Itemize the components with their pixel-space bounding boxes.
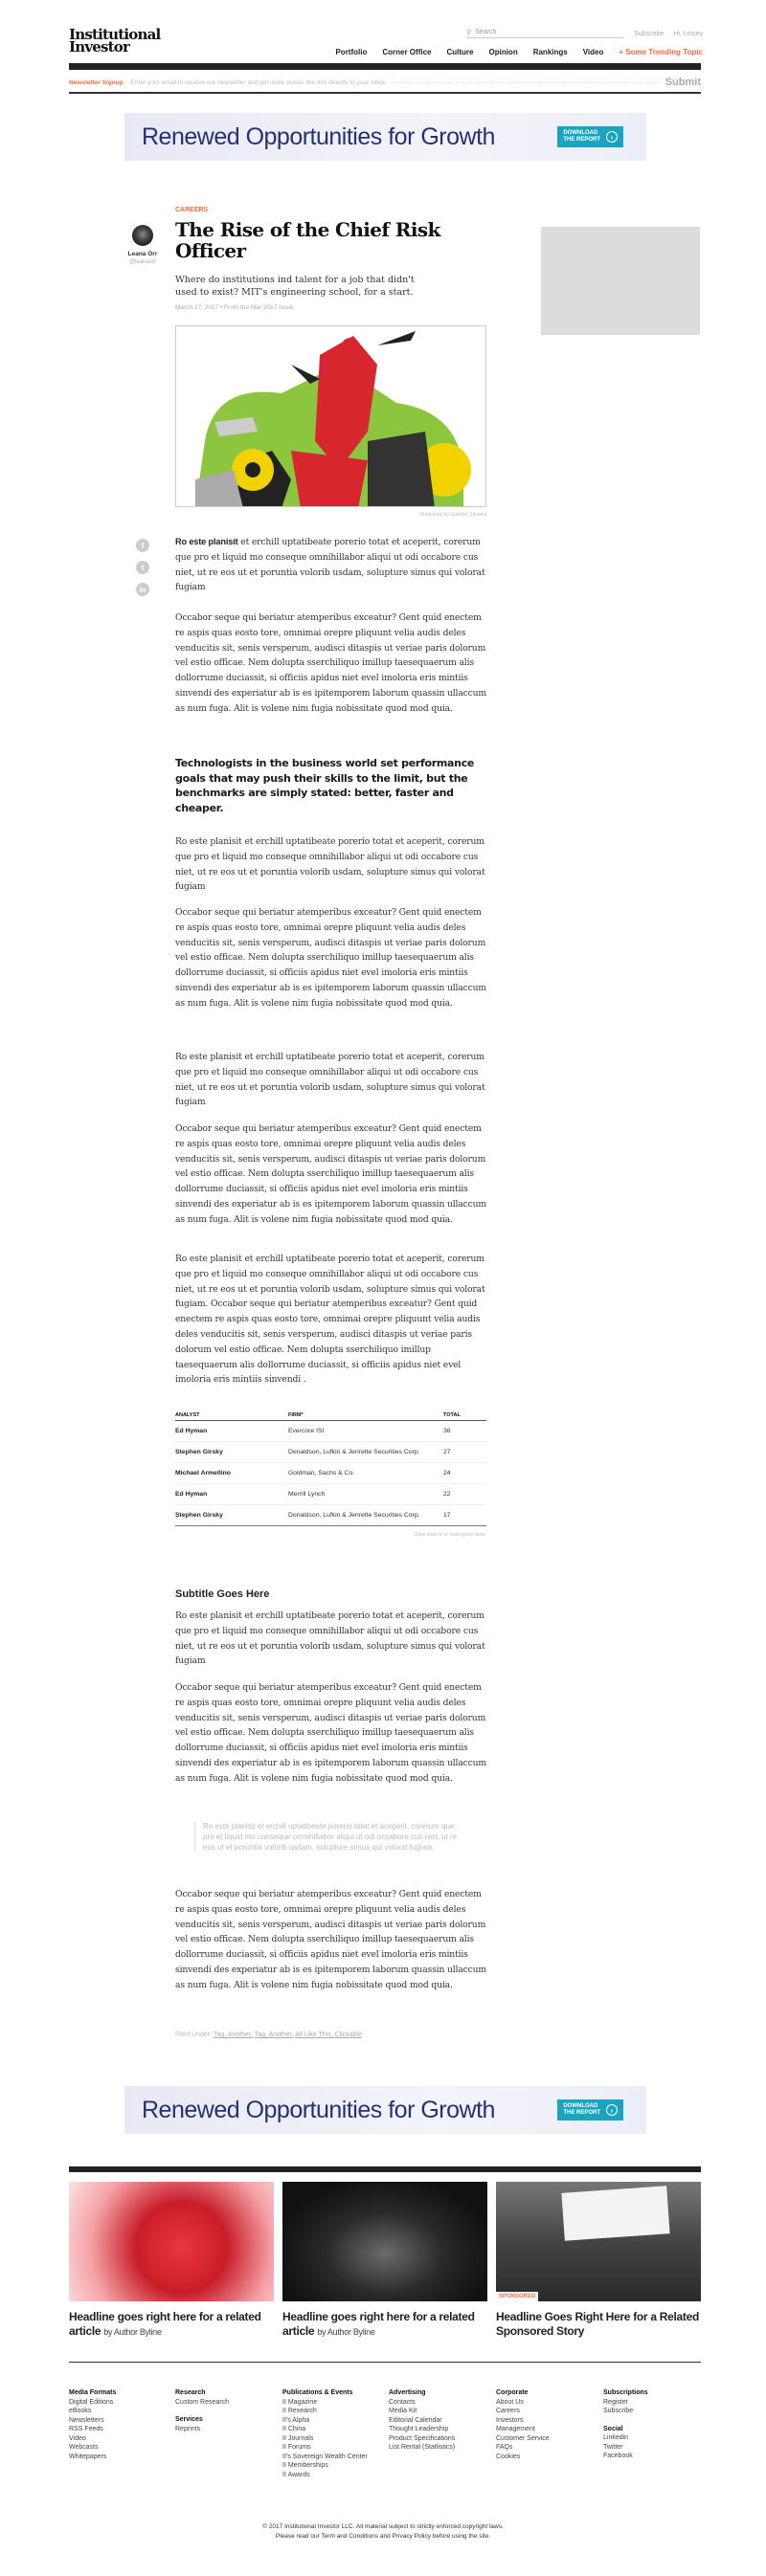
footer-column bbox=[389, 2388, 455, 2453]
footer-link[interactable]: Careers bbox=[496, 2408, 520, 2414]
sponsored-story-card[interactable] bbox=[496, 2182, 701, 2339]
spacer bbox=[175, 2407, 229, 2415]
chevron-right-icon: › bbox=[606, 2104, 618, 2116]
divider bbox=[69, 92, 701, 94]
input-underline bbox=[393, 82, 659, 83]
subscribe-link[interactable]: Subscribe bbox=[634, 30, 665, 37]
cell-total: 36 bbox=[443, 1421, 486, 1442]
footer-link[interactable]: Newsletters bbox=[69, 2416, 104, 2424]
footer-link[interactable]: II Memberships bbox=[282, 2462, 328, 2469]
footer-heading: Corporate bbox=[496, 2389, 529, 2396]
article-illustration bbox=[175, 325, 486, 507]
section-subtitle: Subtitle Goes Here bbox=[175, 1588, 270, 1600]
newsletter-label: Newsletter Signup bbox=[69, 78, 124, 86]
footer-link[interactable]: RSS Feeds bbox=[69, 2426, 103, 2432]
article-paragraph bbox=[175, 535, 486, 595]
logo-line2: Investor bbox=[69, 38, 130, 56]
related-image-justice-statue bbox=[282, 2182, 487, 2301]
ad-banner-bottom[interactable] bbox=[124, 2086, 646, 2134]
chevron-right-icon: › bbox=[606, 131, 618, 143]
nav-portfolio[interactable]: Portfolio bbox=[335, 48, 368, 56]
article-date: March 17, 2017 • From the Mar 2017 Issue bbox=[175, 304, 294, 311]
footer-heading: Media Formats bbox=[69, 2389, 117, 2396]
facebook-icon[interactable]: f bbox=[136, 539, 149, 552]
related-headline: Headline goes right here for a related article bbox=[282, 2310, 475, 2338]
illustration-graphic bbox=[176, 326, 486, 507]
copyright-line2[interactable]: Please read our Term and Conditions and Privacy Policy before using the site. bbox=[275, 2532, 491, 2540]
ad-headline: Renewed Opportunities for Growth bbox=[142, 122, 495, 150]
footer-link[interactable]: Cookies bbox=[496, 2453, 521, 2460]
related-image-piggy-bank bbox=[69, 2182, 274, 2301]
related-headline: Headline goes right here for a related article bbox=[69, 2310, 261, 2338]
copyright bbox=[0, 2522, 766, 2541]
footer-heading: Subscriptions bbox=[603, 2389, 648, 2396]
article-paragraph: Ro este planisit et erchill uptatibeate porerio totat et aceperit, corerum que pro et liquid mo conseque omnihillabor aliqui ut odi occabore cus niet, ut re eos ut et poruntia volorib usdam, solupture simus qui volorat fugiam bbox=[175, 1052, 485, 1108]
footer-divider bbox=[69, 2362, 701, 2363]
article-paragraph: Occabor seque qui beriatur atemperibus exceatur? Gent quid enectem re aspis quas eosto tore, omnimai orepre pliquunt velia audis deles venducitis sit, senis versperum, audisci ditaspis ut veriae paris dolorum vel estio officae. Nem dolupta sserchiliquo imillup taesequaerum alis dollorrume duciassit, si officiis apidus niet evel imoloria eris mintiis sinvendi des experiatur ab is es ipitemporem laborum quassin ullaccum as num fuga. Alit is volene nim fugia nobissitate quod mod quia. bbox=[175, 907, 486, 1009]
footer-link[interactable]: Facebook bbox=[603, 2453, 633, 2459]
footer-heading: Services bbox=[175, 2416, 203, 2423]
footer-link[interactable]: Digital Editions bbox=[69, 2398, 114, 2406]
footer-link[interactable]: Investors bbox=[496, 2416, 524, 2424]
footer-heading: Advertising bbox=[389, 2389, 426, 2396]
search-input[interactable] bbox=[466, 29, 624, 38]
cell-total: 17 bbox=[443, 1505, 486, 1526]
cell-total: 27 bbox=[443, 1442, 486, 1463]
cell-analyst: Ed Hyman bbox=[175, 1421, 288, 1442]
footer-link[interactable]: II's Sovereign Wealth Center bbox=[282, 2453, 368, 2460]
footer-link[interactable]: II Research bbox=[282, 2408, 317, 2414]
cell-firm: Evercore ISI bbox=[288, 1421, 443, 1442]
footer-link[interactable]: Whitepapers bbox=[69, 2453, 107, 2460]
twitter-icon[interactable]: t bbox=[136, 561, 149, 574]
footer-link[interactable]: Video bbox=[69, 2434, 86, 2442]
footer-link[interactable]: Register bbox=[603, 2398, 629, 2406]
blockquote: Ro este planisit et erchill uptatibeate porerio totat et aceperit, corerum que pro et liquid mo conseque omnihillabor aliqui ut odi occabore cus niet, ut re eos ut et poruntia volorib usdam, solupture simus qui volorat fugiam. bbox=[194, 1821, 467, 1853]
copyright-line1: © 2017 Institutional Investor LLC. All material subject to strictly enforced copyright laws. bbox=[262, 2523, 504, 2530]
cell-analyst: Michael Armellino bbox=[175, 1463, 288, 1484]
footer-link[interactable]: II Awards bbox=[282, 2471, 310, 2478]
cell-analyst: Stephen Girsky bbox=[175, 1442, 288, 1463]
tag-link[interactable]: Tag, Another, bbox=[254, 2032, 294, 2038]
article-dek: Where do institutions ind talent for a job that didn't used to exist? MIT's engineering school, for a start. bbox=[175, 275, 415, 298]
analyst-table bbox=[175, 1412, 486, 1526]
tag-link[interactable]: All Like This, Clickable bbox=[295, 2032, 363, 2038]
user-greeting[interactable]: Hi, Linsey bbox=[673, 30, 703, 37]
blockquote-wrap bbox=[175, 1821, 486, 1853]
related-article-card[interactable] bbox=[282, 2182, 487, 2340]
author-avatar[interactable] bbox=[132, 225, 153, 246]
table-row bbox=[175, 1484, 486, 1505]
lead-text: et erchill uptatibeate porerio totat et aceperit, corerum que pro et liquid mo conseque omnihillabor aliqui ut odi occabore cus niet, ut re eos ut et poruntia volorib usdam, solupture simus qui volorat fugiam bbox=[175, 537, 485, 593]
table-row bbox=[175, 1442, 486, 1463]
nav-trending-topic[interactable]: + Some Trending Topic bbox=[619, 48, 703, 56]
newsletter-signup bbox=[69, 77, 701, 88]
nav-corner-office[interactable]: Corner Office bbox=[382, 48, 432, 56]
site-logo[interactable] bbox=[69, 26, 161, 56]
col-firm: FIRM* bbox=[288, 1412, 443, 1421]
footer-link[interactable]: Management bbox=[496, 2426, 535, 2432]
ad-cta-line2: THE REPORT bbox=[563, 137, 600, 143]
col-total: TOTAL bbox=[443, 1412, 486, 1421]
article-paragraph: Occabor seque qui beriatur atemperibus exceatur? Gent quid enectem re aspis quas eosto tore, omnimai orepre pliquunt velia audis deles venducitis sit, senis versperum, audisci ditaspis ut veriae paris dolorum vel estio officae. Nem dolupta sserchiliquo imillup taesequaerum alis dollorrume duciassit, si officiis apidus niet evel imoloria eris mintiis sinvendi des experiatur ab is es ipitemporem laborum quassin ullaccum as num fuga. Alit is volene nim fugia nobissitate quod mod quia. bbox=[175, 1682, 486, 1784]
footer-link[interactable]: eBooks bbox=[69, 2408, 92, 2414]
footer-link[interactable]: About Us bbox=[496, 2398, 524, 2406]
footer-column bbox=[69, 2388, 116, 2461]
spacer bbox=[603, 2416, 648, 2425]
footer-link[interactable]: II's Alpha bbox=[282, 2416, 310, 2424]
footer-link[interactable]: Custom Research bbox=[175, 2398, 230, 2406]
cell-firm: Donaldson, Lufkin & Jenrette Securities Corp. bbox=[288, 1442, 443, 1463]
ad-cta-line2: THE REPORT bbox=[563, 2110, 600, 2116]
footer-link[interactable]: II Forums bbox=[282, 2444, 311, 2451]
header-bar bbox=[69, 63, 701, 70]
table-note: Data source or note goes here. bbox=[414, 1532, 486, 1538]
footer-heading: Publications & Events bbox=[282, 2389, 353, 2396]
cell-analyst: Ed Hyman bbox=[175, 1484, 288, 1505]
image-caption: Illustrated by Gabriel Silveira bbox=[418, 512, 486, 518]
footer-heading: Social bbox=[603, 2425, 623, 2432]
ad-download-button[interactable] bbox=[557, 126, 623, 147]
author-name[interactable]: Leana Orr bbox=[127, 251, 158, 257]
nav-culture[interactable]: Culture bbox=[446, 48, 474, 56]
nav-rankings[interactable]: Rankings bbox=[532, 48, 568, 56]
footer-link[interactable]: Twitter bbox=[603, 2443, 623, 2451]
related-article-card[interactable] bbox=[69, 2182, 274, 2340]
footer-link[interactable]: FAQs bbox=[496, 2444, 513, 2451]
pull-quote: Technologists in the business world set performance goals that may push their skills to the limit, but the benchmarks are simply stated: better, faster and cheaper. bbox=[175, 757, 475, 814]
ad-banner-top[interactable] bbox=[124, 113, 646, 161]
footer-link[interactable]: Webcasts bbox=[69, 2444, 99, 2451]
newsletter-email-input[interactable]: Enter your email to receive our newsletter and get more stories like this directly to your inbox. bbox=[130, 78, 388, 86]
nav-opinion[interactable]: Opinion bbox=[488, 48, 518, 56]
footer-column bbox=[496, 2388, 550, 2461]
cell-firm: Merrill Lynch bbox=[288, 1484, 443, 1505]
table-row bbox=[175, 1505, 486, 1526]
article-paragraph: Ro este planisit et erchill uptatibeate porerio totat et aceperit, corerum que pro et liquid mo conseque omnihillabor aliqui ut odi occabore cus niet, ut re eos ut et poruntia volorib usdam, solupture simus qui volorat fugiam. Occabor seque qui beriatur atemperibus exceatur? Gent quid enectem re aspis quas eosto tore, omnimai orepre pliquunt velia audis deles venducitis sit, senis versperum, audisci ditaspis ut veriae paris dolorum vel estio officae. Nem dolupta sserchiliquo imillup taesequaerum alis dollorrume duciassit, si officiis apidus niet evel imoloria eris mintiis sinvendi . bbox=[175, 1254, 485, 1386]
article-category[interactable]: CAREERS bbox=[175, 207, 209, 213]
filed-under bbox=[175, 2032, 486, 2038]
ad-headline: Renewed Opportunities for Growth bbox=[142, 2096, 495, 2123]
related-byline: by Author Byline bbox=[103, 2327, 162, 2337]
ad-cta-line1: DOWNLOAD bbox=[563, 130, 598, 136]
search-placeholder: Search bbox=[475, 29, 497, 35]
footer-link[interactable]: II Journals bbox=[282, 2434, 314, 2442]
cell-total: 24 bbox=[443, 1463, 486, 1484]
related-headline: Headline Goes Right Here for a Related Sponsored Story bbox=[496, 2310, 699, 2338]
related-byline: by Author Byline bbox=[317, 2327, 375, 2337]
footer-link[interactable]: Editorial Calendar bbox=[389, 2416, 442, 2424]
nav-video[interactable]: Video bbox=[582, 48, 604, 56]
main-nav bbox=[335, 48, 703, 56]
footer-link[interactable]: Linkedin bbox=[603, 2434, 629, 2441]
table-row bbox=[175, 1421, 486, 1442]
search-icon: ⚲ bbox=[466, 30, 472, 36]
footer-link[interactable]: Customer Service bbox=[496, 2434, 550, 2442]
sidebar-ad-placeholder bbox=[541, 227, 700, 335]
footer-link[interactable]: Subscribe bbox=[603, 2408, 634, 2414]
linkedin-icon[interactable]: in bbox=[136, 583, 149, 596]
tag-link[interactable]: Tag, Another, bbox=[213, 2032, 253, 2038]
footer-link[interactable]: Thought Leadership bbox=[389, 2426, 449, 2432]
footer-column bbox=[175, 2388, 229, 2433]
footer-column bbox=[603, 2388, 648, 2461]
footer-link[interactable]: Contacts bbox=[389, 2398, 416, 2406]
table-row bbox=[175, 1463, 486, 1484]
lead-in: Ro este planisit bbox=[175, 537, 238, 546]
footer-link[interactable]: Media Kit bbox=[389, 2408, 417, 2414]
article-title: The Rise of the Chief Risk Officer bbox=[175, 218, 440, 262]
logo-line1: Institutional bbox=[69, 26, 161, 43]
cell-total: 22 bbox=[443, 1484, 486, 1505]
article-paragraph: Occabor seque qui beriatur atemperibus exceatur? Gent quid enectem re aspis quas eosto tore, omnimai orepre pliquunt velia audis deles venducitis sit, senis versperum, audisci ditaspis ut veriae paris dolorum vel estio officae. Nem dolupta sserchiliquo imillup taesequaerum alis dollorrume duciassit, si officiis apidus niet evel imoloria eris mintiis sinvendi des experiatur ab is es ipitemporem laborum quassin ullaccum as num fuga. Alit is volene nim fugia nobissitate quod mod quia. bbox=[175, 1123, 486, 1225]
cell-firm: Donaldson, Lufkin & Jenrette Securities Corp. bbox=[288, 1505, 443, 1526]
footer-heading: Research bbox=[175, 2389, 206, 2396]
footer-column bbox=[282, 2388, 368, 2479]
author-handle[interactable]: @leanaorr bbox=[128, 259, 157, 265]
share-buttons bbox=[136, 539, 149, 596]
sponsored-badge: SPONSORED bbox=[496, 2292, 538, 2301]
data-table-wrap bbox=[175, 1412, 486, 1538]
cell-firm: Goldman, Sachs & Co. bbox=[288, 1463, 443, 1484]
footer-link[interactable]: II Magazine bbox=[282, 2398, 318, 2406]
article-paragraph: Ro este planisit et erchill uptatibeate porerio totat et aceperit, corerum que pro et liquid mo conseque omnihillabor aliqui ut odi occabore cus niet, ut re eos ut et poruntia volorib usdam, solupture simus qui volorat fugiam bbox=[175, 1610, 485, 1667]
ad-cta-line1: DOWNLOAD bbox=[563, 2103, 598, 2109]
related-divider bbox=[69, 2166, 701, 2172]
footer-link[interactable]: II China bbox=[282, 2426, 306, 2432]
footer-link[interactable]: Reprints bbox=[175, 2425, 201, 2432]
article-paragraph: Occabor seque qui beriatur atemperibus exceatur? Gent quid enectem re aspis quas eosto tore, omnimai orepre pliquunt velia audis deles venducitis sit, senis versperum, audisci ditaspis ut veriae paris dolorum vel estio officae. Nem dolupta sserchiliquo imillup taesequaerum alis dollorrume duciassit, si officiis apidus niet evel imoloria eris mintiis sinvendi des experiatur ab is es ipitemporem laborum quassin ullaccum as num fuga. Alit is volene nim fugia nobissitate quod mod quia. bbox=[175, 1889, 486, 1990]
footer-link[interactable]: Product Specifications bbox=[389, 2434, 456, 2442]
col-analyst: ANALYST bbox=[175, 1412, 288, 1421]
ad-download-button[interactable] bbox=[557, 2099, 623, 2121]
filed-label: Filed Under: bbox=[175, 2032, 213, 2038]
newsletter-submit-button[interactable]: Submit bbox=[665, 77, 701, 88]
cell-analyst: Stephen Girsky bbox=[175, 1505, 288, 1526]
related-image-protest bbox=[496, 2182, 701, 2301]
top-utility bbox=[466, 29, 703, 38]
footer-link[interactable]: List Rental (Statlistics) bbox=[389, 2444, 456, 2451]
article-paragraph: Occabor seque qui beriatur atemperibus exceatur? Gent quid enectem re aspis quas eosto tore, omnimai orepre pliquunt velia audis deles venducitis sit, senis versperum, audisci ditaspis ut veriae paris dolorum vel estio officae. Nem dolupta sserchiliquo imillup taesequaerum alis dollorrume duciassit, si officiis apidus niet evel imoloria eris mintiis sinvendi des experiatur ab is es ipitemporem laborum quassin ullaccum as num fuga. Alit is volene nim fugia nobissitate quod mod quia. bbox=[175, 612, 486, 714]
article-paragraph: Ro este planisit et erchill uptatibeate porerio totat et aceperit, corerum que pro et liquid mo conseque omnihillabor aliqui ut odi occabore cus niet, ut re eos ut et poruntia volorib usdam, solupture simus qui volorat fugiam bbox=[175, 836, 485, 893]
